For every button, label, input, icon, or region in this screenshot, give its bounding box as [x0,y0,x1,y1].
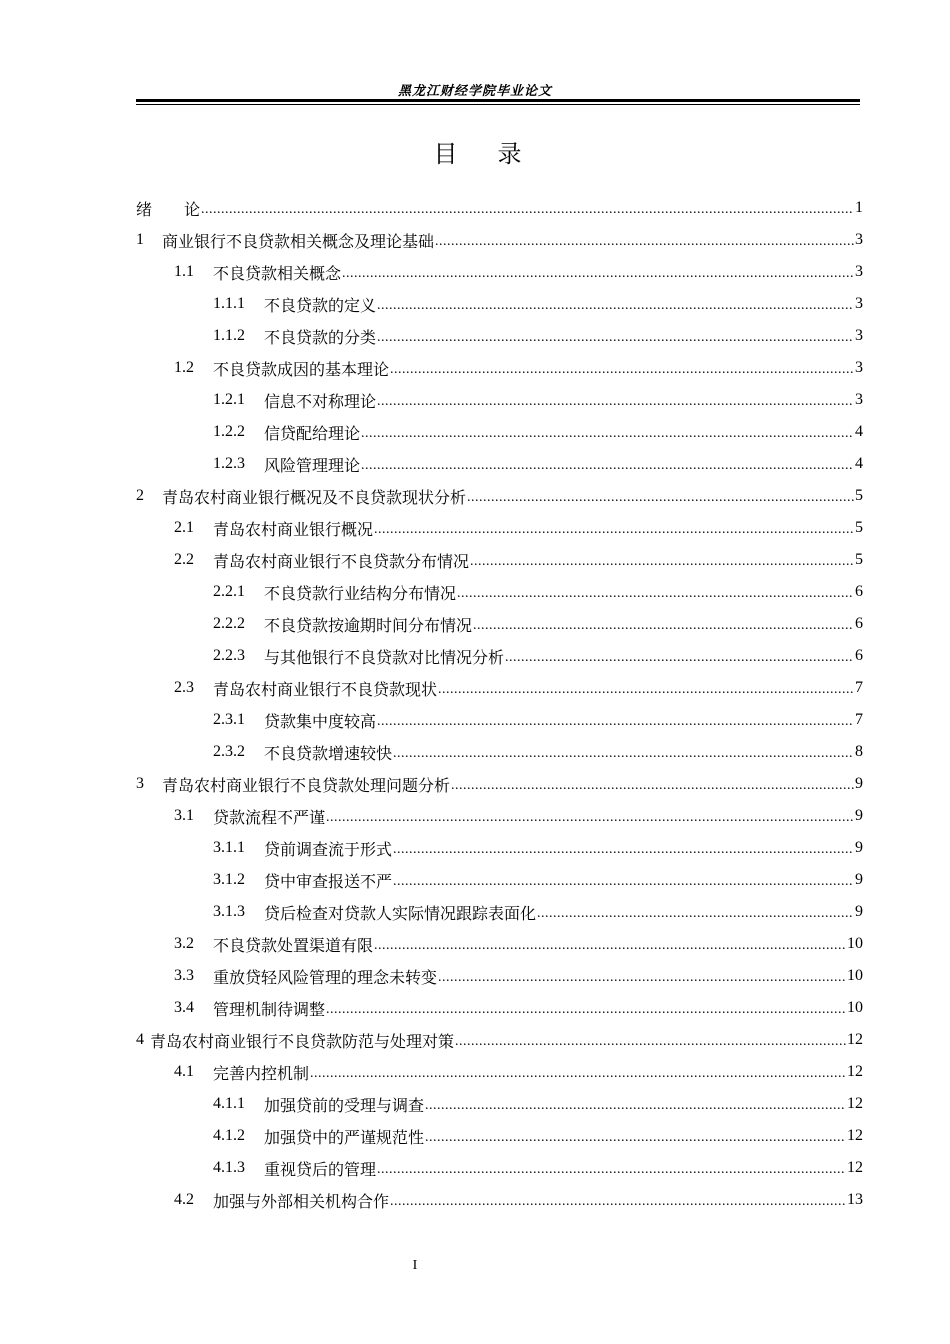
toc-entry-page: 9 [855,871,863,888]
toc-entry-page: 3 [855,295,863,312]
toc-entry-number: 1.2.1 [213,391,245,408]
toc-entry-number: 4.2 [174,1191,194,1208]
toc-entry-page: 12 [847,1095,863,1112]
toc-entry[interactable] [136,928,863,960]
toc-entry-title: 与其他银行不良贷款对比情况分析 [264,647,505,667]
toc-entry[interactable] [136,320,863,352]
toc-dot-leader [310,1066,846,1082]
toc-entry-page: 13 [847,1191,863,1208]
toc-entry-number: 1.2.3 [213,455,245,472]
toc-entry-number: 2.2.1 [213,583,245,600]
header-rule-thick [136,99,860,102]
toc-entry-title: 青岛农村商业银行不良贷款处理问题分析 [162,775,451,795]
toc-entry[interactable] [136,544,863,576]
toc-dot-leader [342,266,854,282]
toc-entry-page: 9 [855,775,863,792]
toc-entry-page: 3 [855,327,863,344]
toc-dot-leader [425,1130,846,1146]
toc-entry[interactable] [136,352,863,384]
toc-dot-leader [377,1162,846,1178]
toc-entry-number: 3.1.2 [213,871,245,888]
toc-entry-page: 10 [847,967,863,984]
toc-entry[interactable] [136,768,863,800]
toc-entry-number: 3.1 [174,807,194,824]
toc-entry[interactable] [136,480,863,512]
toc-entry[interactable] [136,896,863,928]
toc-entry-title: 管理机制待调整 [213,999,326,1019]
toc-entry-page: 7 [855,711,863,728]
toc-dot-leader [393,874,854,890]
toc-entry-number: 2.1 [174,519,194,536]
toc-entry[interactable] [136,384,863,416]
toc-entry-number: 2 [136,487,144,504]
toc-dot-leader [361,426,854,442]
toc-entry-page: 3 [855,391,863,408]
toc-entry[interactable] [136,736,863,768]
toc-entry-number: 3.1.3 [213,903,245,920]
header-title: 黑龙江财经学院毕业论文 [397,84,552,99]
toc-entry[interactable] [136,224,863,256]
toc-dot-leader [505,650,854,666]
toc-entry-title: 不良贷款增速较快 [264,743,393,763]
toc-entry-page: 9 [855,839,863,856]
toc-dot-leader [201,202,854,218]
toc-entry-number: 3.3 [174,967,194,984]
toc-entry-title: 不良贷款相关概念 [213,263,342,283]
toc-entry-number: 4.1.1 [213,1095,245,1112]
toc-entry-title: 不良贷款行业结构分布情况 [264,583,457,603]
toc-entry-title: 青岛农村商业银行概况 [213,519,374,539]
toc-entry[interactable] [136,1152,863,1184]
header-rule-thin [136,104,860,105]
toc-entry[interactable] [136,1120,863,1152]
toc-entry-page: 7 [855,679,863,696]
toc-entry-title: 不良贷款的定义 [264,295,377,315]
toc-entry-number: 3.2 [174,935,194,952]
toc-heading: 目录 [433,140,562,168]
toc-entry-number: 1.2 [174,359,194,376]
toc-entry-number: 4.1.3 [213,1159,245,1176]
toc-dot-leader [425,1098,846,1114]
toc-entry[interactable] [136,192,863,224]
toc-entry-number: 3.1.1 [213,839,245,856]
toc-entry-title: 信贷配给理论 [264,423,361,443]
toc-entry[interactable] [136,672,863,704]
toc-entry-page: 5 [855,519,863,536]
toc-entry-number: 1.1 [174,263,194,280]
toc-entry-title: 重视贷后的管理 [264,1159,377,1179]
toc-dot-leader [326,810,854,826]
toc-entry-page: 4 [855,423,863,440]
toc-entry-page: 5 [855,551,863,568]
toc-entry-page: 8 [855,743,863,760]
toc-entry-number: 2.2.2 [213,615,245,632]
toc-entry-page: 12 [847,1063,863,1080]
toc-entry-page: 3 [855,231,863,248]
toc-entry-title: 加强贷前的受理与调查 [264,1095,425,1115]
toc-entry-title: 加强贷中的严谨规范性 [264,1127,425,1147]
toc-entry-number: 4.1.2 [213,1127,245,1144]
toc-entry-number: 4 [136,1031,144,1048]
toc-dot-leader [390,362,854,378]
toc-dot-leader [377,330,854,346]
toc-entry-number: 1.1.1 [213,295,245,312]
toc-entry-page: 6 [855,583,863,600]
toc-entry-title: 不良贷款的分类 [264,327,377,347]
toc-entry-page: 1 [855,199,863,216]
toc-dot-leader [374,522,854,538]
toc-entry[interactable] [136,576,863,608]
toc-dot-leader [537,906,854,922]
toc-entry-title: 贷中审查报送不严 [264,871,393,891]
toc-entry[interactable] [136,256,863,288]
toc-entry[interactable] [136,832,863,864]
toc-entry-page: 12 [847,1031,863,1048]
toc-entry-number: 2.3 [174,679,194,696]
toc-dot-leader [451,778,854,794]
toc-entry-title: 信息不对称理论 [264,391,377,411]
toc-entry-number: 1.1.2 [213,327,245,344]
toc-entry-title: 绪论 [136,199,233,219]
toc-entry-title: 商业银行不良贷款相关概念及理论基础 [162,231,435,251]
toc-entry-page: 10 [847,999,863,1016]
toc-entry-page: 4 [855,455,863,472]
toc-entry[interactable] [136,1056,863,1088]
toc-entry[interactable] [136,704,863,736]
toc-dot-leader [377,298,854,314]
toc-entry-title: 重放贷轻风险管理的理念未转变 [213,967,438,987]
toc-entry[interactable] [136,1024,863,1056]
toc-list [136,192,863,1216]
toc-entry-page: 3 [855,263,863,280]
toc-entry-number: 2.3.1 [213,711,245,728]
toc-entry-title: 加强与外部相关机构合作 [213,1191,390,1211]
toc-entry[interactable] [136,640,863,672]
toc-entry[interactable] [136,608,863,640]
toc-dot-leader [438,970,846,986]
toc-dot-leader [438,682,854,698]
toc-entry-title: 贷款集中度较高 [264,711,377,731]
toc-entry-number: 4.1 [174,1063,194,1080]
toc-dot-leader [393,842,854,858]
toc-entry-page: 3 [855,359,863,376]
toc-entry-number: 2.2 [174,551,194,568]
toc-dot-leader [326,1002,846,1018]
toc-entry-page: 10 [847,935,863,952]
toc-entry[interactable] [136,1184,863,1216]
toc-dot-leader [393,746,854,762]
page-number: I [412,1258,418,1273]
toc-entry-title: 青岛农村商业银行不良贷款防范与处理对策 [150,1031,455,1051]
toc-entry-title: 完善内控机制 [213,1063,310,1083]
toc-entry-title: 不良贷款处置渠道有限 [213,935,374,955]
toc-entry-page: 12 [847,1159,863,1176]
toc-entry-title: 青岛农村商业银行不良贷款分布情况 [213,551,470,571]
toc-entry-title: 不良贷款按逾期时间分布情况 [264,615,473,635]
toc-dot-leader [377,394,854,410]
toc-entry-page: 6 [855,615,863,632]
toc-dot-leader [457,586,854,602]
toc-entry-number: 1 [136,231,144,248]
toc-entry-page: 9 [855,903,863,920]
toc-entry[interactable] [136,800,863,832]
toc-entry[interactable] [136,992,863,1024]
toc-dot-leader [377,714,854,730]
toc-dot-leader [470,554,854,570]
toc-entry[interactable] [136,960,863,992]
toc-dot-leader [467,490,854,506]
toc-entry-number: 3.4 [174,999,194,1016]
toc-dot-leader [374,938,846,954]
toc-entry-title: 不良贷款成因的基本理论 [213,359,390,379]
toc-entry[interactable] [136,864,863,896]
toc-entry[interactable] [136,1088,863,1120]
toc-dot-leader [361,458,854,474]
toc-entry-title: 青岛农村商业银行概况及不良贷款现状分析 [162,487,467,507]
toc-dot-leader [435,234,854,250]
toc-dot-leader [455,1034,846,1050]
toc-entry-number: 2.2.3 [213,647,245,664]
toc-entry-title: 贷前调查流于形式 [264,839,393,859]
toc-entry[interactable] [136,288,863,320]
toc-entry[interactable] [136,512,863,544]
toc-entry-title: 风险管理理论 [264,455,361,475]
toc-entry-number: 3 [136,775,144,792]
toc-entry-title: 贷款流程不严谨 [213,807,326,827]
toc-entry-page: 6 [855,647,863,664]
toc-entry[interactable] [136,448,863,480]
toc-entry-page: 9 [855,807,863,824]
toc-entry-page: 5 [855,487,863,504]
toc-entry-title: 贷后检查对贷款人实际情况跟踪表面化 [264,903,537,923]
toc-entry-title: 青岛农村商业银行不良贷款现状 [213,679,438,699]
toc-entry-page: 12 [847,1127,863,1144]
toc-entry[interactable] [136,416,863,448]
toc-dot-leader [473,618,854,634]
toc-entry-number: 1.2.2 [213,423,245,440]
toc-dot-leader [390,1194,846,1210]
toc-entry-number: 2.3.2 [213,743,245,760]
